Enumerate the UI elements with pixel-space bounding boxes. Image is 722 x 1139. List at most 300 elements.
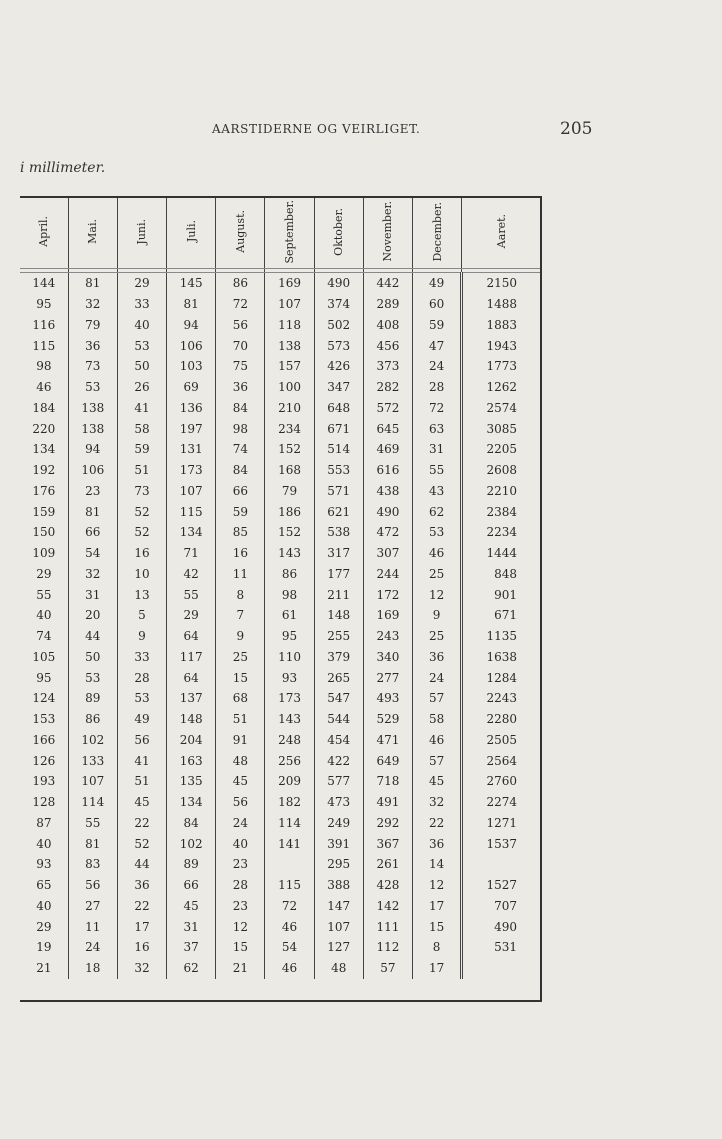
table-cell: 469 [363, 439, 412, 460]
table-cell: 502 [314, 315, 363, 336]
table-cell: 22 [117, 813, 166, 834]
table-cell: 17 [412, 896, 461, 917]
table-cell: 46 [265, 958, 314, 979]
table-cell: 15 [216, 667, 265, 688]
table-cell: 22 [412, 813, 461, 834]
table-cell: 115 [265, 875, 314, 896]
table-cell: 373 [363, 356, 412, 377]
table-cell: 94 [167, 315, 216, 336]
table-cell: 17 [117, 916, 166, 937]
table-cell: 426 [314, 356, 363, 377]
table-cell: 86 [68, 709, 117, 730]
table-cell: 8 [412, 937, 461, 958]
table-cell: 59 [117, 439, 166, 460]
table-row [20, 896, 540, 917]
table-cell: 265 [314, 667, 363, 688]
table-cell: 2280 [486, 712, 517, 727]
table-cell: 16 [117, 543, 166, 564]
table-cell: 367 [363, 833, 412, 854]
table-cell: 94 [68, 439, 117, 460]
table-cell: 127 [314, 937, 363, 958]
table-cell: 2574 [486, 400, 517, 415]
table-cell: 307 [363, 543, 412, 564]
table-cell: 114 [265, 813, 314, 834]
table-cell: 15 [216, 937, 265, 958]
table-cell: 26 [117, 377, 166, 398]
table-cell: 9 [216, 626, 265, 647]
table-cell: 531 [494, 940, 517, 955]
table-cell: 33 [117, 294, 166, 315]
table-cell: 153 [20, 709, 68, 730]
table-cell: 1444 [486, 546, 517, 561]
column-header [363, 198, 412, 269]
table-row [20, 605, 540, 626]
table-cell: 248 [265, 730, 314, 751]
column-header [117, 198, 166, 269]
table-cell: 176 [20, 481, 68, 502]
table-cell: 514 [314, 439, 363, 460]
table-cell: 379 [314, 647, 363, 668]
table-row [20, 460, 540, 481]
table-cell: 438 [363, 481, 412, 502]
table-cell: 295 [314, 854, 363, 875]
table-cell: 63 [412, 418, 461, 439]
table-cell: 340 [363, 647, 412, 668]
table-cell: 71 [167, 543, 216, 564]
table-row [20, 501, 540, 522]
table-cell: 282 [363, 377, 412, 398]
table-cell: 60 [412, 294, 461, 315]
table-cell: 148 [167, 709, 216, 730]
table-body [20, 269, 540, 979]
table-cell: 134 [167, 792, 216, 813]
table-cell: 2243 [486, 691, 517, 706]
table-row [20, 916, 540, 937]
table-cell: 21 [216, 958, 265, 979]
table-cell: 81 [68, 501, 117, 522]
table-cell: 13 [117, 584, 166, 605]
table-cell: 408 [363, 315, 412, 336]
table-cell: 72 [412, 398, 461, 419]
column-header [462, 198, 540, 269]
table-cell: 95 [265, 626, 314, 647]
table-cell: 57 [412, 688, 461, 709]
column-header-label: Juli. [184, 220, 198, 243]
table-cell: 169 [265, 273, 314, 294]
table-cell: 133 [68, 750, 117, 771]
table-cell: 491 [363, 792, 412, 813]
table-cell: 53 [412, 522, 461, 543]
table-cell: 40 [20, 896, 68, 917]
table-cell: 150 [20, 522, 68, 543]
table-cell: 538 [314, 522, 363, 543]
table-cell: 58 [412, 709, 461, 730]
table-cell: 572 [363, 398, 412, 419]
precipitation-table [20, 198, 540, 979]
table-cell: 157 [265, 356, 314, 377]
table-cell: 95 [20, 667, 68, 688]
table-cell: 9 [412, 605, 461, 626]
table-cell: 493 [363, 688, 412, 709]
table-cell: 292 [363, 813, 412, 834]
table-row [20, 937, 540, 958]
table-cell: 55 [412, 460, 461, 481]
table-cell: 98 [20, 356, 68, 377]
table-row [20, 377, 540, 398]
table-cell: 648 [314, 398, 363, 419]
table-cell: 105 [20, 647, 68, 668]
table-cell: 50 [68, 647, 117, 668]
table-cell: 52 [117, 833, 166, 854]
table-cell: 182 [265, 792, 314, 813]
table-cell: 74 [20, 626, 68, 647]
table-cell: 147 [314, 896, 363, 917]
table-cell: 37 [167, 937, 216, 958]
table-cell [462, 854, 540, 875]
table-cell: 15 [412, 916, 461, 937]
table-cell: 93 [265, 667, 314, 688]
table-cell: 42 [167, 564, 216, 585]
table-cell: 1638 [486, 649, 517, 664]
table-cell: 220 [20, 418, 68, 439]
table-cell: 73 [117, 481, 166, 502]
table-cell: 83 [68, 854, 117, 875]
table-cell: 66 [167, 875, 216, 896]
table-cell: 2234 [486, 525, 517, 540]
column-header [265, 198, 314, 269]
table-cell: 84 [167, 813, 216, 834]
table-cell: 1488 [486, 297, 517, 312]
column-header [20, 198, 68, 269]
table-cell: 115 [20, 335, 68, 356]
table-cell: 173 [265, 688, 314, 709]
table-cell: 62 [412, 501, 461, 522]
table-cell: 9 [117, 626, 166, 647]
table-cell: 58 [117, 418, 166, 439]
table-row [20, 564, 540, 585]
table-cell: 1943 [486, 338, 517, 353]
table-cell: 32 [68, 564, 117, 585]
table-cell: 204 [167, 730, 216, 751]
table-row [20, 647, 540, 668]
table-cell: 40 [216, 833, 265, 854]
table-cell: 65 [20, 875, 68, 896]
table-row [20, 688, 540, 709]
table-cell: 84 [216, 460, 265, 481]
table-cell: 66 [68, 522, 117, 543]
table-cell: 40 [117, 315, 166, 336]
table-cell: 31 [68, 584, 117, 605]
table-cell: 32 [117, 958, 166, 979]
table-cell: 91 [216, 730, 265, 751]
table-cell: 59 [216, 501, 265, 522]
table-cell: 649 [363, 750, 412, 771]
table-cell: 2760 [486, 774, 517, 789]
table-cell: 29 [20, 564, 68, 585]
table-cell: 86 [265, 564, 314, 585]
table-cell: 197 [167, 418, 216, 439]
table-cell [462, 958, 540, 979]
table-cell: 48 [216, 750, 265, 771]
column-header [216, 198, 265, 269]
table-cell: 51 [117, 771, 166, 792]
table-cell: 79 [68, 315, 117, 336]
table-cell: 442 [363, 273, 412, 294]
running-title: AARSTIDERNE OG VEIRLIGET. [212, 122, 421, 136]
column-header-label: Oktober. [332, 207, 346, 256]
table-cell: 471 [363, 730, 412, 751]
table-cell: 93 [20, 854, 68, 875]
table-cell: 64 [167, 667, 216, 688]
table-row [20, 958, 540, 979]
table-header-row [20, 198, 540, 269]
table-cell: 173 [167, 460, 216, 481]
table-cell: 109 [20, 543, 68, 564]
table-cell: 142 [363, 896, 412, 917]
table-cell: 53 [68, 377, 117, 398]
table-cell: 53 [117, 688, 166, 709]
table-cell: 73 [68, 356, 117, 377]
table-cell: 124 [20, 688, 68, 709]
table-cell: 81 [167, 294, 216, 315]
table-cell: 126 [20, 750, 68, 771]
column-header-label: September. [283, 199, 297, 264]
table-cell: 31 [167, 916, 216, 937]
table-cell: 473 [314, 792, 363, 813]
table-cell: 89 [68, 688, 117, 709]
table-cell: 184 [20, 398, 68, 419]
table-cell: 59 [412, 315, 461, 336]
table-cell: 100 [265, 377, 314, 398]
table-cell: 107 [167, 481, 216, 502]
table-cell: 1537 [486, 836, 517, 851]
table-cell: 57 [412, 750, 461, 771]
table-cell: 243 [363, 626, 412, 647]
table-cell: 8 [216, 584, 265, 605]
table-cell: 68 [216, 688, 265, 709]
table-cell: 12 [216, 916, 265, 937]
table-cell: 143 [265, 543, 314, 564]
table-cell: 163 [167, 750, 216, 771]
table-cell: 166 [20, 730, 68, 751]
table-cell: 169 [363, 605, 412, 626]
table-row [20, 854, 540, 875]
running-header [0, 119, 722, 142]
table-cell: 11 [68, 916, 117, 937]
table-cell: 52 [117, 501, 166, 522]
table-cell: 454 [314, 730, 363, 751]
table-cell: 75 [216, 356, 265, 377]
table-cell: 616 [363, 460, 412, 481]
table-cell: 2384 [486, 504, 517, 519]
table-cell: 24 [216, 813, 265, 834]
table-cell: 144 [20, 273, 68, 294]
table-cell: 33 [117, 647, 166, 668]
table-cell: 388 [314, 875, 363, 896]
table-cell: 28 [216, 875, 265, 896]
table-cell: 111 [363, 916, 412, 937]
table-cell: 87 [20, 813, 68, 834]
table-cell: 46 [412, 543, 461, 564]
column-header-label: April. [37, 216, 51, 247]
table-cell: 2505 [486, 732, 517, 747]
table-cell: 553 [314, 460, 363, 481]
table-cell: 56 [68, 875, 117, 896]
table-cell: 136 [167, 398, 216, 419]
table-cell: 36 [117, 875, 166, 896]
table-cell: 141 [265, 833, 314, 854]
table-row [20, 813, 540, 834]
table-cell: 11 [216, 564, 265, 585]
table-cell: 28 [117, 667, 166, 688]
table-cell: 210 [265, 398, 314, 419]
table-row [20, 418, 540, 439]
table-cell: 1773 [486, 359, 517, 374]
table-row [20, 439, 540, 460]
table-cell: 48 [314, 958, 363, 979]
table-cell: 66 [216, 481, 265, 502]
column-header-label: November. [381, 201, 395, 262]
table-cell: 117 [167, 647, 216, 668]
precipitation-table-frame [20, 196, 542, 1002]
table-cell: 135 [167, 771, 216, 792]
table-cell: 261 [363, 854, 412, 875]
table-cell: 14 [412, 854, 461, 875]
table-cell: 45 [216, 771, 265, 792]
table-cell: 79 [265, 481, 314, 502]
table-cell: 49 [117, 709, 166, 730]
column-header [167, 198, 216, 269]
table-cell: 40 [20, 833, 68, 854]
table-row [20, 522, 540, 543]
table-cell: 1262 [486, 380, 517, 395]
table-cell: 255 [314, 626, 363, 647]
table-cell: 211 [314, 584, 363, 605]
table-cell: 72 [265, 896, 314, 917]
table-cell: 12 [412, 875, 461, 896]
table-cell: 138 [68, 398, 117, 419]
table-cell: 25 [412, 564, 461, 585]
table-cell: 32 [68, 294, 117, 315]
table-cell: 56 [117, 730, 166, 751]
table-cell: 2564 [486, 753, 517, 768]
table-cell: 193 [20, 771, 68, 792]
table-cell: 671 [314, 418, 363, 439]
table-cell: 7 [216, 605, 265, 626]
table-cell: 53 [117, 335, 166, 356]
table-cell: 10 [117, 564, 166, 585]
table-cell: 98 [265, 584, 314, 605]
table-cell: 20 [68, 605, 117, 626]
table-cell: 98 [216, 418, 265, 439]
table-cell: 47 [412, 335, 461, 356]
table-cell: 54 [68, 543, 117, 564]
table-row [20, 771, 540, 792]
table-cell: 490 [314, 273, 363, 294]
table-cell: 244 [363, 564, 412, 585]
table-cell: 22 [117, 896, 166, 917]
table-cell: 138 [265, 335, 314, 356]
table-row [20, 543, 540, 564]
table-row [20, 833, 540, 854]
table-cell: 46 [265, 916, 314, 937]
table-cell: 317 [314, 543, 363, 564]
table-cell: 428 [363, 875, 412, 896]
table-cell: 19 [20, 937, 68, 958]
table-cell: 707 [494, 898, 517, 913]
table-cell: 43 [412, 481, 461, 502]
table-cell: 23 [68, 481, 117, 502]
table-cell: 192 [20, 460, 68, 481]
table-cell: 131 [167, 439, 216, 460]
table-cell: 115 [167, 501, 216, 522]
table-cell: 44 [68, 626, 117, 647]
table-cell: 54 [265, 937, 314, 958]
column-header-label: Juni. [135, 218, 149, 245]
page-number: 205 [560, 119, 593, 139]
table-cell: 145 [167, 273, 216, 294]
table-cell: 24 [412, 667, 461, 688]
table-cell: 36 [216, 377, 265, 398]
table-cell: 374 [314, 294, 363, 315]
table-cell: 53 [68, 667, 117, 688]
table-cell: 61 [265, 605, 314, 626]
table-cell: 81 [68, 273, 117, 294]
table-row [20, 875, 540, 896]
table-cell: 16 [216, 543, 265, 564]
table-cell: 23 [216, 896, 265, 917]
table-cell: 645 [363, 418, 412, 439]
table-cell: 571 [314, 481, 363, 502]
table-cell: 103 [167, 356, 216, 377]
table-cell: 46 [412, 730, 461, 751]
table-cell: 114 [68, 792, 117, 813]
table-cell: 102 [167, 833, 216, 854]
table-cell: 12 [412, 584, 461, 605]
table-cell: 102 [68, 730, 117, 751]
table-cell: 55 [20, 584, 68, 605]
table-cell: 29 [117, 273, 166, 294]
table-cell: 2608 [486, 463, 517, 478]
table-cell: 29 [167, 605, 216, 626]
table-cell: 289 [363, 294, 412, 315]
table-cell: 347 [314, 377, 363, 398]
table-cell: 41 [117, 750, 166, 771]
table-cell: 41 [117, 398, 166, 419]
table-cell: 621 [314, 501, 363, 522]
table-cell: 16 [117, 937, 166, 958]
table-cell: 134 [167, 522, 216, 543]
table-cell: 45 [117, 792, 166, 813]
column-header-label: August. [233, 210, 247, 253]
table-cell: 21 [20, 958, 68, 979]
table-cell: 64 [167, 626, 216, 647]
table-cell: 28 [412, 377, 461, 398]
table-row [20, 750, 540, 771]
table-cell: 5 [117, 605, 166, 626]
table-cell: 2150 [486, 276, 517, 291]
table-cell [265, 854, 314, 875]
column-header [68, 198, 117, 269]
table-cell: 143 [265, 709, 314, 730]
table-cell: 1527 [486, 878, 517, 893]
table-cell: 529 [363, 709, 412, 730]
table-cell: 70 [216, 335, 265, 356]
table-row [20, 481, 540, 502]
table-cell: 718 [363, 771, 412, 792]
table-cell: 159 [20, 501, 68, 522]
table-cell: 106 [68, 460, 117, 481]
